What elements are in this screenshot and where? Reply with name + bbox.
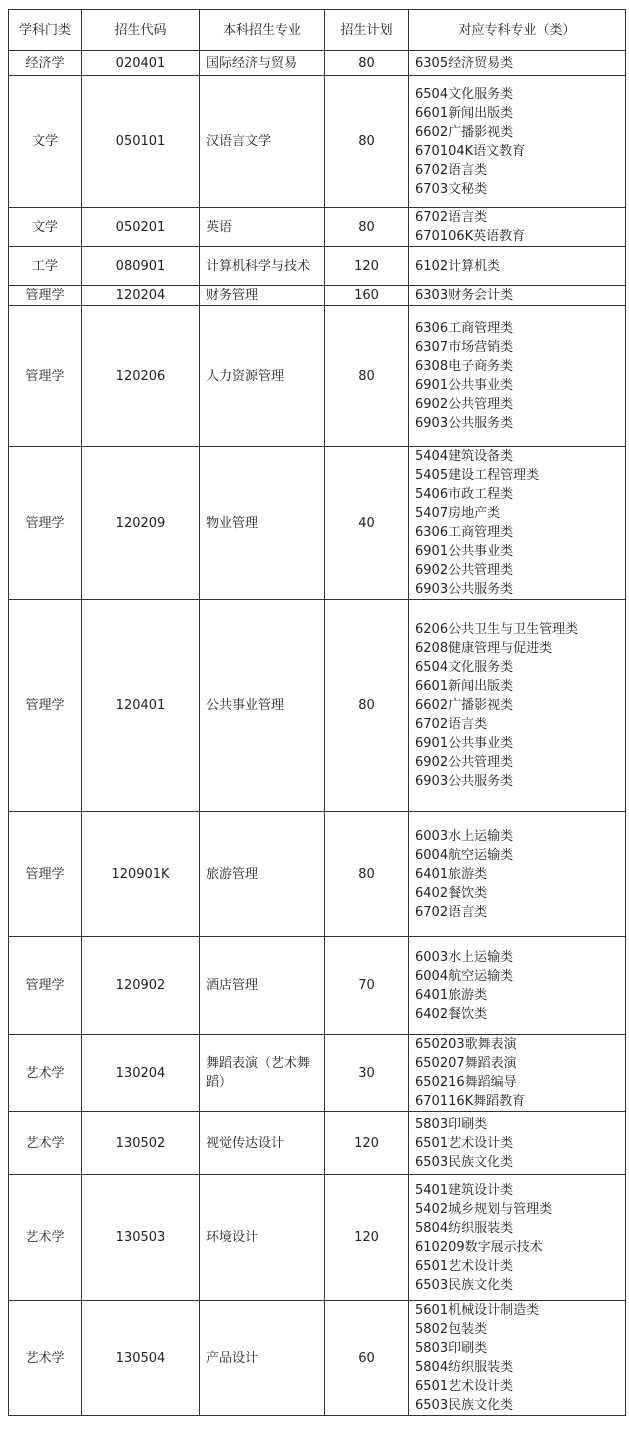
cell-major: 人力资源管理 — [200, 306, 325, 447]
cell-specialty — [409, 447, 626, 600]
cell-major: 英语 — [200, 208, 325, 247]
specialty-item: 6401旅游类 — [415, 987, 488, 1003]
cell-major: 汉语言文学 — [200, 76, 325, 208]
specialty-item: 6902公共管理类 — [415, 755, 514, 770]
specialty-item: 6501艺术设计类 — [415, 1258, 514, 1274]
cell-plan: 40 — [325, 447, 409, 600]
specialty-item: 6401旅游类 — [415, 866, 488, 882]
specialty-item: 6501艺术设计类 — [415, 1135, 514, 1151]
specialty-item: 6305经济贸易类 — [415, 55, 514, 71]
cell-specialty — [409, 76, 626, 208]
table-row — [9, 1112, 626, 1175]
specialty-item: 670116K舞蹈教育 — [415, 1094, 526, 1109]
specialty-item: 670104K语文教育 — [415, 143, 526, 159]
header-major: 本科招生专业 — [200, 10, 325, 51]
table-row — [9, 600, 626, 812]
specialty-item: 6303财务会计类 — [415, 288, 514, 303]
cell-specialty — [409, 812, 626, 937]
cell-plan: 80 — [325, 306, 409, 447]
specialty-item: 6703文秘类 — [415, 181, 488, 197]
specialty-item: 6003水上运输类 — [415, 949, 514, 965]
specialty-item: 5401建筑设计类 — [415, 1182, 514, 1198]
table-row — [9, 1175, 626, 1301]
cell-specialty — [409, 1175, 626, 1301]
cell-major: 公共事业管理 — [200, 600, 325, 812]
specialty-item: 5803印刷类 — [415, 1341, 488, 1356]
table-row — [9, 1035, 626, 1112]
cell-plan: 70 — [325, 937, 409, 1035]
specialty-item: 6503民族文化类 — [415, 1277, 514, 1293]
specialty-item: 6602广播影视类 — [415, 698, 514, 713]
cell-plan: 80 — [325, 600, 409, 812]
cell-category: 管理学 — [9, 447, 82, 600]
cell-plan: 120 — [325, 247, 409, 286]
cell-category: 管理学 — [9, 812, 82, 937]
table-body — [9, 51, 626, 1416]
specialty-item: 650207舞蹈表演 — [415, 1056, 517, 1071]
specialty-item: 6902公共管理类 — [415, 563, 514, 578]
cell-code: 120902 — [82, 937, 200, 1035]
specialty-item: 6702语言类 — [415, 210, 488, 225]
specialty-item: 6601新闻出版类 — [415, 679, 514, 694]
specialty-item: 5406市政工程类 — [415, 487, 514, 502]
specialty-item: 6702语言类 — [415, 904, 488, 920]
cell-category: 文学 — [9, 76, 82, 208]
specialty-item: 6901公共事业类 — [415, 378, 514, 393]
cell-code: 080901 — [82, 247, 200, 286]
cell-plan: 120 — [325, 1112, 409, 1175]
cell-category: 艺术学 — [9, 1301, 82, 1416]
header-category: 学科门类 — [9, 10, 82, 51]
cell-major: 旅游管理 — [200, 812, 325, 937]
cell-code: 050201 — [82, 208, 200, 247]
cell-specialty — [409, 1112, 626, 1175]
specialty-item: 6402餐饮类 — [415, 1006, 488, 1022]
cell-major: 酒店管理 — [200, 937, 325, 1035]
cell-plan: 120 — [325, 1175, 409, 1301]
header-plan: 招生计划 — [325, 10, 409, 51]
specialty-item: 5404建筑设备类 — [415, 449, 514, 464]
specialty-item: 6903公共服务类 — [415, 774, 514, 789]
specialty-item: 6306工商管理类 — [415, 321, 514, 336]
table-row — [9, 208, 626, 247]
specialty-item: 6901公共事业类 — [415, 736, 514, 751]
cell-category: 经济学 — [9, 51, 82, 76]
table-row — [9, 51, 626, 76]
cell-code: 120209 — [82, 447, 200, 600]
specialty-item: 6601新闻出版类 — [415, 105, 514, 121]
cell-category: 管理学 — [9, 306, 82, 447]
cell-code: 130503 — [82, 1175, 200, 1301]
specialty-item: 650203歌舞表演 — [415, 1037, 517, 1052]
cell-code: 120901K — [82, 812, 200, 937]
cell-specialty — [409, 51, 626, 76]
cell-plan: 80 — [325, 51, 409, 76]
header-code: 招生代码 — [82, 10, 200, 51]
specialty-item: 6308电子商务类 — [415, 359, 514, 374]
cell-specialty — [409, 600, 626, 812]
table-row — [9, 306, 626, 447]
table-row — [9, 76, 626, 208]
specialty-item: 6501艺术设计类 — [415, 1379, 514, 1394]
specialty-item: 6902公共管理类 — [415, 397, 514, 412]
cell-category: 艺术学 — [9, 1175, 82, 1301]
cell-major: 产品设计 — [200, 1301, 325, 1416]
specialty-item: 670106K英语教育 — [415, 229, 526, 244]
cell-specialty — [409, 1035, 626, 1112]
cell-code: 120206 — [82, 306, 200, 447]
cell-specialty — [409, 937, 626, 1035]
cell-category: 管理学 — [9, 937, 82, 1035]
majors-table — [8, 9, 626, 1416]
specialty-item: 5601机械设计制造类 — [415, 1303, 540, 1318]
cell-category: 管理学 — [9, 286, 82, 306]
table-row — [9, 247, 626, 286]
cell-code: 050101 — [82, 76, 200, 208]
specialty-item: 6504文化服务类 — [415, 86, 514, 102]
cell-major: 财务管理 — [200, 286, 325, 306]
cell-specialty — [409, 247, 626, 286]
specialty-item: 610209数字展示技术 — [415, 1239, 543, 1255]
specialty-item: 6503民族文化类 — [415, 1154, 514, 1170]
specialty-item: 6206公共卫生与卫生管理类 — [415, 622, 579, 637]
specialty-item: 6004航空运输类 — [415, 847, 514, 863]
cell-specialty — [409, 286, 626, 306]
cell-major: 国际经济与贸易 — [200, 51, 325, 76]
specialty-item: 6307市场营销类 — [415, 340, 514, 355]
cell-major: 环境设计 — [200, 1175, 325, 1301]
specialty-item: 6306工商管理类 — [415, 525, 514, 540]
specialty-item: 6702语言类 — [415, 717, 488, 732]
specialty-item: 6504文化服务类 — [415, 660, 514, 675]
header-row — [9, 10, 626, 51]
cell-category: 艺术学 — [9, 1112, 82, 1175]
specialty-item: 6903公共服务类 — [415, 416, 514, 431]
cell-specialty — [409, 306, 626, 447]
cell-code: 120204 — [82, 286, 200, 306]
specialty-item: 6901公共事业类 — [415, 544, 514, 559]
table-row — [9, 937, 626, 1035]
cell-category: 文学 — [9, 208, 82, 247]
specialty-item: 6003水上运输类 — [415, 828, 514, 844]
specialty-item: 6208健康管理与促进类 — [415, 641, 553, 656]
cell-major: 视觉传达设计 — [200, 1112, 325, 1175]
cell-code: 130504 — [82, 1301, 200, 1416]
specialty-item: 6602广播影视类 — [415, 124, 514, 140]
cell-code: 120401 — [82, 600, 200, 812]
cell-code: 020401 — [82, 51, 200, 76]
specialty-item: 5407房地产类 — [415, 506, 501, 521]
cell-category: 艺术学 — [9, 1035, 82, 1112]
table-row — [9, 447, 626, 600]
specialty-item: 6004航空运输类 — [415, 968, 514, 984]
cell-category: 工学 — [9, 247, 82, 286]
specialty-item: 6702语言类 — [415, 162, 488, 178]
cell-category: 管理学 — [9, 600, 82, 812]
specialty-item: 6503民族文化类 — [415, 1398, 514, 1413]
specialty-item: 5405建设工程管理类 — [415, 468, 540, 483]
table-row — [9, 1301, 626, 1416]
specialty-item: 5804纺织服装类 — [415, 1360, 514, 1375]
cell-plan: 160 — [325, 286, 409, 306]
cell-major: 物业管理 — [200, 447, 325, 600]
specialty-item: 6402餐饮类 — [415, 885, 488, 901]
cell-major: 舞蹈表演（艺术舞蹈） — [200, 1035, 325, 1112]
specialty-item: 5802包装类 — [415, 1322, 488, 1337]
specialty-item: 5804纺织服装类 — [415, 1220, 514, 1236]
cell-plan: 80 — [325, 812, 409, 937]
specialty-item: 6903公共服务类 — [415, 582, 514, 597]
cell-plan: 30 — [325, 1035, 409, 1112]
specialty-item: 5803印刷类 — [415, 1116, 488, 1132]
cell-code: 130502 — [82, 1112, 200, 1175]
specialty-item: 650216舞蹈编导 — [415, 1075, 517, 1090]
cell-plan: 60 — [325, 1301, 409, 1416]
cell-plan: 80 — [325, 76, 409, 208]
specialty-item: 5402城乡规划与管理类 — [415, 1201, 553, 1217]
header-specialty: 对应专科专业（类） — [409, 10, 626, 51]
table-row — [9, 286, 626, 306]
cell-plan: 80 — [325, 208, 409, 247]
cell-specialty — [409, 208, 626, 247]
cell-specialty — [409, 1301, 626, 1416]
table-row — [9, 812, 626, 937]
cell-code: 130204 — [82, 1035, 200, 1112]
specialty-item: 6102计算机类 — [415, 258, 501, 274]
cell-major: 计算机科学与技术 — [200, 247, 325, 286]
